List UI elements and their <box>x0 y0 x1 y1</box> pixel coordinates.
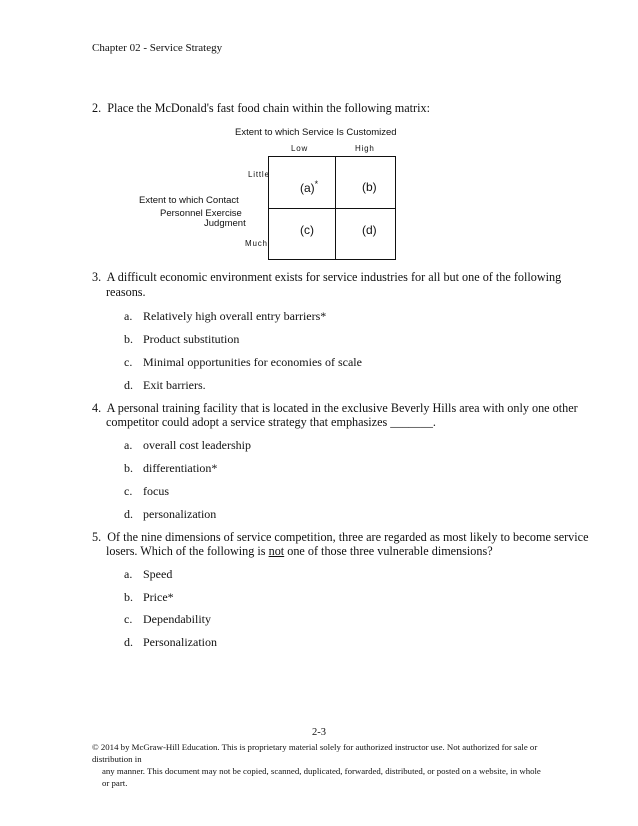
matrix-top-title: Extent to which Service Is Customized <box>235 127 397 138</box>
question-3-line2: reasons. <box>106 285 146 299</box>
question-4 <box>92 401 578 416</box>
option-text: Minimal opportunities for economies of scale <box>143 355 362 369</box>
matrix-col-high: High <box>355 144 375 153</box>
option-letter: c. <box>124 612 133 626</box>
matrix-col-low: Low <box>291 144 309 153</box>
line2-pre: losers. Which of the following is <box>106 544 266 558</box>
cell-a-answer-mark: * <box>314 179 319 189</box>
matrix-horizontal-divider <box>269 208 395 209</box>
q3-option-d <box>124 378 206 393</box>
option-letter: d. <box>124 635 133 649</box>
question-number: 2. <box>92 101 102 115</box>
option-letter: c. <box>124 355 133 369</box>
matrix-cell-d: (d) <box>362 223 377 237</box>
chapter-header: Chapter 02 - Service Strategy <box>92 42 223 54</box>
option-text: overall cost leadership <box>143 438 251 452</box>
option-text: Personalization <box>143 635 217 649</box>
option-text: Price* <box>143 590 174 604</box>
option-letter: d. <box>124 507 133 521</box>
option-text: Dependability <box>143 612 211 626</box>
option-text: Product substitution <box>143 332 240 346</box>
q5-option-a <box>124 567 172 582</box>
option-text: Relatively high overall entry barriers* <box>143 309 327 323</box>
q5-option-b <box>124 590 174 605</box>
option-text: differentiation* <box>143 461 218 475</box>
matrix-cell-c: (c) <box>300 223 314 237</box>
copyright-line2: any manner. This document may not be copied, scanned, duplicated, forwarded, distributed, or posted on a website, in whole or part. <box>102 766 541 788</box>
underlined-not: not <box>268 544 285 558</box>
option-text: Exit barriers. <box>143 378 206 392</box>
option-letter: b. <box>124 590 133 604</box>
q3-option-c <box>124 355 362 370</box>
question-2 <box>92 101 430 116</box>
option-text: personalization <box>143 507 217 521</box>
option-text: focus <box>143 484 169 498</box>
copyright-footer <box>92 741 548 789</box>
matrix-side-line3: Judgment <box>204 218 246 229</box>
copyright-line1: © 2014 by McGraw-Hill Education. This is proprietary material solely for authorized instructor use. Not authorized for sale or distribution in <box>92 742 538 764</box>
matrix-cell-a <box>300 179 318 195</box>
q3-option-b <box>124 332 239 347</box>
q4-option-d <box>124 507 216 522</box>
option-letter: d. <box>124 378 133 392</box>
option-letter: a. <box>124 567 133 581</box>
matrix-grid <box>268 156 396 260</box>
question-text-line1: A difficult economic environment exists for service industries for all but one of the following <box>106 270 562 284</box>
question-text-line1: A personal training facility that is located in the exclusive Beverly Hills area with only one other <box>106 401 578 415</box>
question-number: 3. <box>92 270 102 284</box>
q4-option-b <box>124 461 217 476</box>
q3-option-a <box>124 309 326 324</box>
option-letter: a. <box>124 438 133 452</box>
matrix-row-little: Little <box>248 170 270 179</box>
page-number: 2-3 <box>312 727 326 738</box>
option-letter: a. <box>124 309 133 323</box>
option-letter: c. <box>124 484 133 498</box>
q5-option-c <box>124 612 211 627</box>
question-3 <box>92 270 561 285</box>
question-text-line1: Of the nine dimensions of service competition, three are regarded as most likely to become service <box>107 530 589 544</box>
question-4-line2: competitor could adopt a service strategy that emphasizes _______. <box>106 415 436 429</box>
question-number: 5. <box>92 530 102 544</box>
question-5-line2 <box>106 544 493 559</box>
option-letter: b. <box>124 332 133 346</box>
question-5 <box>92 530 588 545</box>
q4-option-c <box>124 484 169 499</box>
option-text: Speed <box>143 567 173 581</box>
matrix-side-line2: Personnel Exercise <box>160 208 242 219</box>
matrix-row-much: Much <box>245 239 268 248</box>
matrix-side-line1: Extent to which Contact <box>139 195 239 206</box>
q5-option-d <box>124 635 217 650</box>
option-letter: b. <box>124 461 133 475</box>
cell-a-label: (a) <box>300 181 315 195</box>
question-number: 4. <box>92 401 102 415</box>
line2-post: one of those three vulnerable dimensions? <box>287 544 493 558</box>
question-text: Place the McDonald's fast food chain within the following matrix: <box>107 101 430 115</box>
matrix-cell-b: (b) <box>362 180 377 194</box>
q4-option-a <box>124 438 251 453</box>
